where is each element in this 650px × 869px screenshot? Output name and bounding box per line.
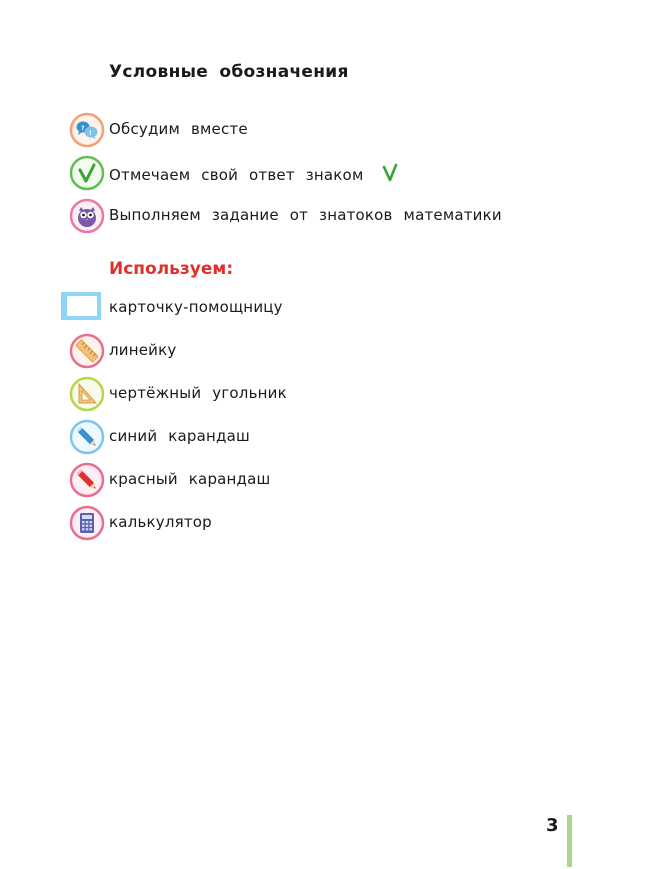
- tool-item-set-square: [0, 376, 560, 412]
- check-icon: [69, 155, 105, 191]
- calculator-icon: [69, 505, 105, 541]
- tool-item-calculator: [0, 505, 560, 541]
- legend-heading: Условные обозначения: [109, 62, 349, 82]
- set-square-icon: [69, 376, 105, 412]
- tool-item-card: [0, 290, 560, 326]
- legend-item-discuss: [0, 112, 560, 148]
- tool-item-label: синий карандаш: [109, 427, 250, 445]
- checkmark-icon: [382, 163, 398, 183]
- card-icon: [61, 292, 101, 320]
- tool-item-label: карточку-помощницу: [109, 298, 283, 316]
- use-heading: Используем:: [109, 259, 234, 279]
- tool-item-label: чертёжный угольник: [109, 384, 287, 402]
- tool-item-ruler: [0, 333, 560, 369]
- legend-item-label-row: [109, 163, 398, 184]
- page-edge-bar: [567, 815, 572, 867]
- owl-icon: [69, 198, 105, 234]
- tool-item-blue-pencil: [0, 419, 560, 455]
- legend-item-check: [0, 155, 560, 191]
- tool-item-red-pencil: [0, 462, 560, 498]
- page-number: 3: [546, 815, 559, 836]
- legend-item-label: Обсудим вместе: [109, 120, 248, 138]
- legend-item-owl: [0, 198, 560, 234]
- discuss-icon: [69, 112, 105, 148]
- tool-item-label: линейку: [109, 341, 177, 359]
- legend-item-label: Выполняем задание от знатоков математики: [109, 206, 502, 224]
- ruler-icon: [69, 333, 105, 369]
- svg-text:!: !: [89, 130, 92, 137]
- blue-pencil-icon: [69, 419, 105, 455]
- tool-item-label: красный карандаш: [109, 470, 271, 488]
- svg-text:?: ?: [81, 125, 85, 132]
- red-pencil-icon: [69, 462, 105, 498]
- legend-item-label: Отмечаем свой ответ знаком: [109, 166, 364, 184]
- tool-item-label: калькулятор: [109, 513, 212, 531]
